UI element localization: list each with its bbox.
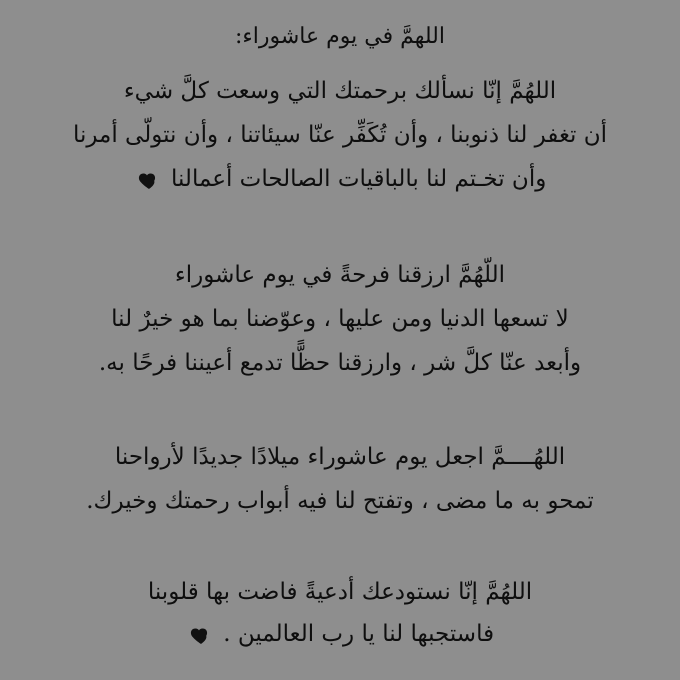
text-line-1-3: وأن تخـتم لنا بالباقيات الصالحات أعمالنا (170, 166, 547, 192)
text-line-4-1: اللهُمَّ إنّا نستودعك أدعيةً فاضت بها قلوبنا (147, 579, 533, 605)
text-line-4-2-wrap (30, 621, 650, 649)
text-line-2-3: وأبعد عنّا كلَّ شر ، وارزقنا حظًّا تدمع أعيننا فرحًا به. (98, 350, 582, 376)
black-heart-icon (137, 168, 161, 192)
text-line-3-2: تمحو به ما مضى ، وتفتح لنا فيه أبواب رحمتك وخيرك. (86, 488, 594, 514)
page-title: اللهمَّ في يوم عاشوراء: (235, 24, 445, 49)
black-heart-icon (189, 623, 213, 647)
text-line-4-2: فاستجبها لنا يا رب العالمين . (223, 621, 495, 647)
text-line-2-1: اللّهُمَّ ارزقنا فرحةً في يوم عاشوراء (174, 262, 506, 288)
text-line-1-3-wrap (30, 166, 650, 194)
text-line-3-1: اللهُــــمَّ اجعل يوم عاشوراء ميلادًا جديدًا لأرواحنا (114, 444, 566, 470)
text-line-1-1: اللهُمَّ إنّا نسألك برحمتك التي وسعت كلَّ شيء (123, 78, 557, 104)
text-line-2-2: لا تسعها الدنيا ومن عليها ، وعوّضنا بما هو خيرٌ لنا (111, 306, 569, 332)
text-line-1-2: أن تغفر لنا ذنوبنا ، وأن تُكَفِّر عنّا سيئاتنا ، وأن نتولّى أمرنا (72, 122, 608, 148)
